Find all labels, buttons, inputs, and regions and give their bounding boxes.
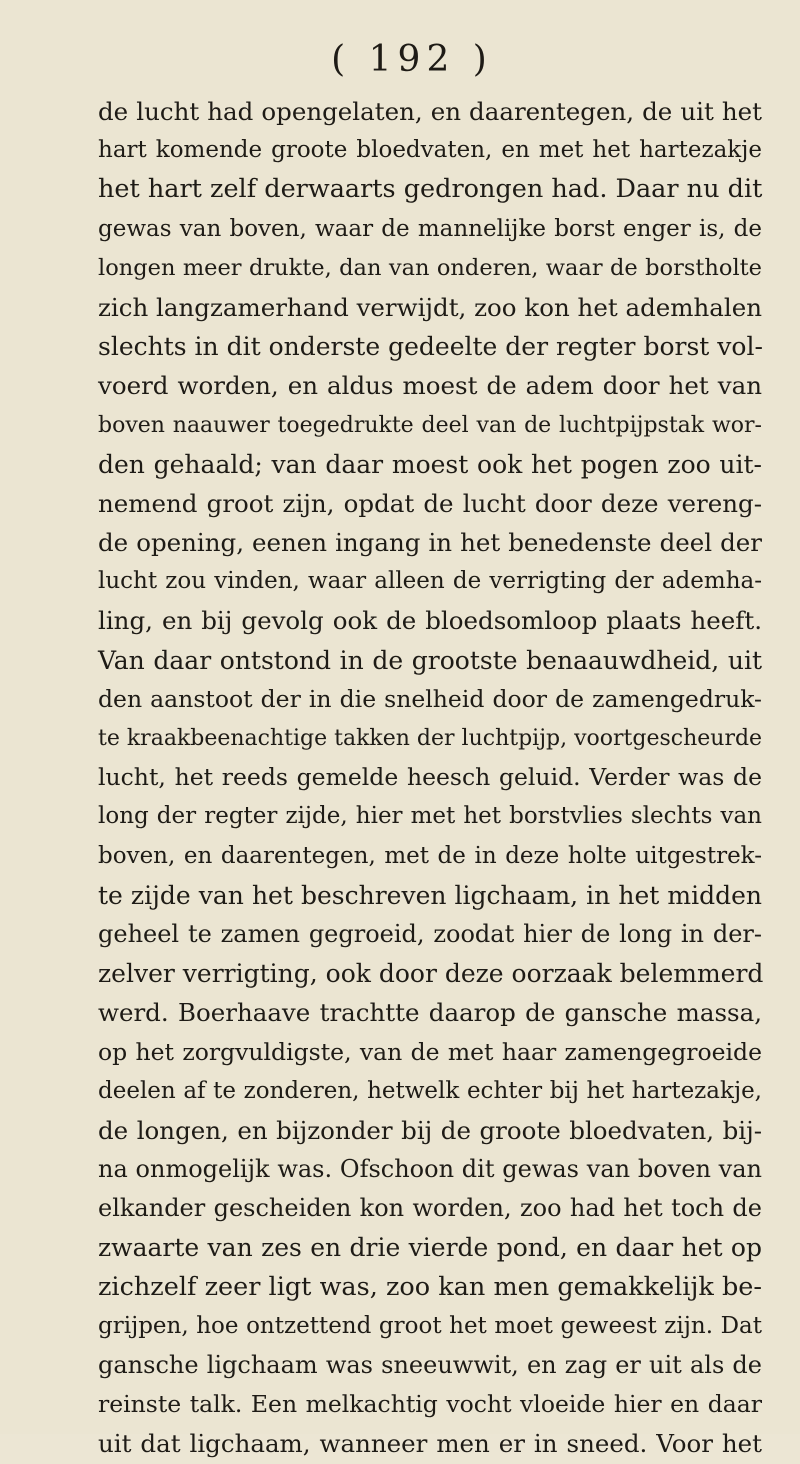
text-line: deelen af te zonderen, hetwelk echter bij het hartezakje, [98,1077,762,1104]
text-line: Van daar ontstond in de grootste benaauwdheid, uit [98,645,762,675]
text-line: zelver verrigting, ook door deze oorzaak belemmerd [98,959,764,989]
text-line: uit dat ligchaam, wanneer men er in sneed. Voor het [98,1429,762,1459]
text-line: werd. Boerhaave trachtte daarop de gansche massa, [98,998,762,1028]
text-line: lucht zou vinden, waar alleen de verrigting der ademha- [98,568,762,595]
text-line: de longen, en bijzonder bij de groote bloedvaten, bij- [98,1115,762,1145]
text-line: na onmogelijk was. Ofschoon dit gewas van boven van [98,1155,762,1184]
text-line: het hart zelf derwaarts gedrongen had. Daar nu dit [98,174,763,205]
text-line: elkander gescheiden kon worden, zoo had het toch de [98,1194,762,1223]
text-line: boven, en daarentegen, met de in deze holte uitgestrek- [98,842,762,869]
text-line: grijpen, hoe ontzettend groot het moet geweest zijn. Dat [98,1312,762,1339]
text-line: zichzelf zeer ligt was, zoo kan men gemakkelijk be- [98,1271,762,1302]
text-line: zwaarte van zes en drie vierde pond, en daar het op [98,1233,762,1263]
text-line: boven naauwer toegedrukte deel van de luchtpijpstak wor- [98,412,762,438]
text-line: zich langzamerhand verwijdt, zoo kon het ademhalen [98,292,762,322]
text-line: slechts in dit onderste gedeelte der regter borst vol- [98,332,763,362]
text-line: longen meer drukte, dan van onderen, waar de borstholte [98,254,762,281]
text-line: op het zorgvuldigste, van de met haar zamengegroeide [98,1037,762,1066]
text-line: geheel te zamen gegroeid, zoodat hier de long in der- [98,919,762,948]
text-line: voerd worden, en aldus moest de adem door het van [98,371,762,401]
text-line: de lucht had opengelaten, en daarentegen, de uit het [98,97,762,126]
page-number: ( 192 ) [331,39,493,80]
text-line: gansche ligchaam was sneeuwwit, en zag er uit als de [98,1351,762,1379]
text-line: den gehaald; van daar moest ook het pogen zoo uit- [98,449,762,479]
text-line: ling, en bij gevolg ook de bloedsomloop plaats heeft. [98,606,762,636]
text-line: lucht, het reeds gemelde heesch geluid. Verder was de [98,763,762,792]
text-line: hart komende groote bloedvaten, en met het hartezakje [98,137,762,164]
text-line: nemend groot zijn, opdat de lucht door deze vereng- [98,488,762,518]
text-line: te kraakbeenachtige takken der luchtpijp, voortgescheurde [98,726,763,751]
text-line: den aanstoot der in die snelheid door de zamengedruk- [98,684,762,713]
text-line: gewas van boven, waar de mannelijke borst enger is, de [98,215,762,242]
text-line: de opening, eenen ingang in het benedenste deel der [98,528,762,558]
text-line: long der regter zijde, hier met het borstvlies slechts van [98,803,762,830]
body-text [98,92,762,1464]
text-line: reinste talk. Een melkachtig vocht vloeide hier en daar [98,1390,762,1419]
text-line: te zijde van het beschreven ligchaam, in het midden [98,880,762,910]
